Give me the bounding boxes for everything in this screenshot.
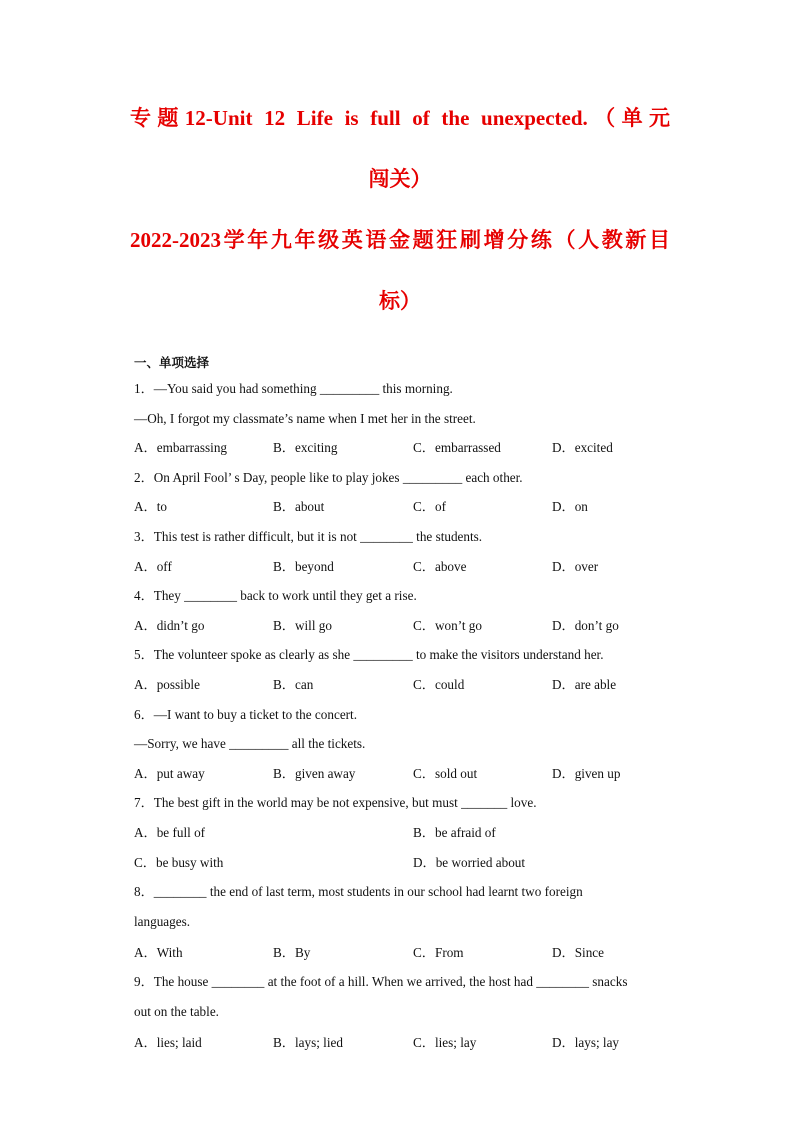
question-stem: 2．On April Fool’ s Day, people like to play jokes _________ each other. [134, 469, 523, 485]
question-3 [134, 522, 674, 581]
question-4 [134, 581, 674, 640]
options-row [134, 848, 674, 878]
option-b: B．can [273, 676, 314, 692]
option-d: D．on [552, 499, 588, 515]
question-1 [134, 374, 674, 463]
option-b: B．beyond [273, 558, 334, 574]
options-row [134, 611, 674, 641]
question-7 [134, 788, 674, 877]
question-stem: languages. [134, 913, 191, 929]
option-a: A．didn’t go [134, 617, 205, 633]
option-c: C．be busy with [134, 854, 224, 870]
question-5 [134, 640, 674, 699]
options-row [134, 759, 674, 789]
option-b: B．By [273, 944, 311, 960]
option-a: A．off [134, 558, 172, 574]
option-a: A．be full of [134, 824, 206, 840]
title-line-2: 闯关） [368, 167, 432, 191]
option-b: B．exciting [273, 440, 338, 456]
option-d: D．are able [552, 676, 617, 692]
option-b: B．given away [273, 765, 356, 781]
section-heading: 一、单项选择 [134, 355, 210, 370]
options-row [134, 670, 674, 700]
option-a: A．possible [134, 676, 200, 692]
options-row [134, 552, 674, 582]
question-stem: 5．The volunteer spoke as clearly as she _________ to make the visitors understand her. [134, 647, 604, 663]
question-stem: 4．They ________ back to work until they get a rise. [134, 588, 417, 604]
option-d: D．given up [552, 765, 621, 781]
option-c: C．won’t go [413, 617, 482, 633]
option-d: D．excited [552, 440, 613, 456]
option-d: D．over [552, 558, 599, 574]
option-c: C．sold out [413, 765, 478, 781]
options-row [134, 818, 674, 848]
option-d: D．be worried about [413, 854, 526, 870]
title-line-4: 标） [379, 289, 421, 313]
question-section [134, 352, 674, 1057]
question-stem: 8．________ the end of last term, most students in our school had learnt two foreign [134, 884, 583, 900]
document-title [130, 88, 670, 332]
question-8 [134, 877, 674, 967]
question-stem: —Oh, I forgot my classmate’s name when I met her in the street. [134, 410, 476, 426]
question-stem: 6．—I want to buy a ticket to the concert. [134, 706, 358, 722]
title-line-1: 专题12-Unit 12 Life is full of the unexpected.（单元 [130, 106, 670, 130]
option-c: C．could [413, 676, 465, 692]
option-c: C．embarrassed [413, 440, 501, 456]
option-d: D．don’t go [552, 617, 619, 633]
question-stem: 9．The house ________ at the foot of a hill. When we arrived, the host had ________ snacks [134, 974, 628, 990]
options-row [134, 492, 674, 522]
option-c: C．lies; lay [413, 1034, 477, 1050]
option-b: B．lays; lied [273, 1034, 343, 1050]
question-6 [134, 700, 674, 789]
option-d: D．Since [552, 944, 605, 960]
option-c: C．From [413, 944, 464, 960]
question-2 [134, 463, 674, 522]
option-a: A．to [134, 499, 167, 515]
options-row [134, 433, 674, 463]
option-a: A．embarrassing [134, 440, 228, 456]
question-stem: out on the table. [134, 1003, 219, 1019]
question-stem: 7．The best gift in the world may be not expensive, but must _______ love. [134, 795, 537, 811]
option-b: B．will go [273, 617, 332, 633]
option-a: A．put away [134, 765, 205, 781]
question-9 [134, 967, 674, 1057]
question-stem: —Sorry, we have _________ all the tickets. [134, 736, 366, 752]
question-stem: 1．—You said you had something _________ this morning. [134, 381, 453, 396]
option-b: B．about [273, 499, 325, 515]
question-stem: 3．This test is rather difficult, but it is not ________ the students. [134, 528, 483, 544]
option-a: A．With [134, 944, 183, 960]
option-c: C．of [413, 499, 446, 515]
option-d: D．lays; lay [552, 1034, 620, 1050]
options-row [134, 1028, 674, 1058]
title-line-3: 2022-2023学年九年级英语金题狂刷增分练（人教新目 [130, 228, 670, 252]
option-b: B．be afraid of [413, 824, 496, 840]
option-a: A．lies; laid [134, 1034, 202, 1050]
options-row [134, 938, 674, 968]
option-c: C．above [413, 558, 467, 574]
